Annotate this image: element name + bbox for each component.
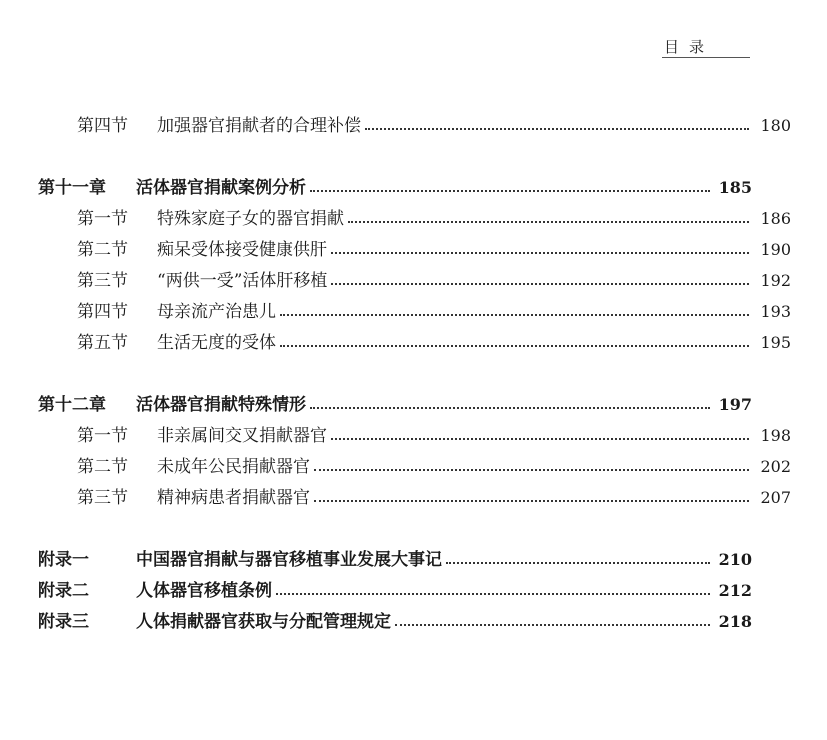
- toc-chapter-entry[interactable]: [0, 393, 788, 417]
- toc-entry-title: 未成年公民捐献器官: [157, 457, 310, 477]
- dot-leader: [348, 207, 749, 231]
- toc-entry-number: 第一节: [77, 426, 128, 446]
- toc-entry[interactable]: [0, 269, 827, 293]
- dot-leader: [365, 114, 749, 138]
- toc-appendix-entry[interactable]: [0, 548, 788, 572]
- toc-entry-title: 母亲流产治患儿: [157, 302, 276, 322]
- toc-entry-page: 210: [718, 550, 752, 569]
- toc-entry-page: 198: [760, 426, 791, 445]
- toc-entry-title: 精神病患者捐献器官: [157, 488, 310, 508]
- dot-leader: [310, 393, 710, 417]
- toc-entry-number: 第二节: [77, 240, 128, 260]
- toc-chapter-entry[interactable]: [0, 176, 788, 200]
- toc-entry-title: 人体器官移植条例: [136, 581, 272, 601]
- toc-entry[interactable]: [0, 424, 827, 448]
- dot-leader: [395, 610, 710, 634]
- toc-entry-number: 附录三: [38, 612, 89, 632]
- toc-entry[interactable]: [0, 455, 827, 479]
- toc-entry-page: 202: [760, 457, 791, 476]
- toc-entry-number: 附录二: [38, 581, 89, 601]
- toc-entry-number: 附录一: [38, 550, 89, 570]
- toc-entry-number: 第三节: [77, 488, 128, 508]
- toc-entry[interactable]: [0, 114, 827, 138]
- toc-entry-page: 197: [718, 395, 752, 414]
- toc-entry[interactable]: [0, 238, 827, 262]
- dot-leader: [331, 424, 749, 448]
- toc-entry-page: 192: [760, 271, 791, 290]
- toc-entry[interactable]: [0, 207, 827, 231]
- toc-entry-number: 第一节: [77, 209, 128, 229]
- dot-leader: [276, 579, 710, 603]
- toc-entry-number: 第五节: [77, 333, 128, 353]
- toc-entry-page: 186: [760, 209, 791, 228]
- toc-entry-title: “两供一受”活体肝移植: [157, 271, 328, 291]
- toc-entry-page: 193: [760, 302, 791, 321]
- header-rule: [662, 57, 750, 58]
- toc-entry-page: 218: [718, 612, 752, 631]
- toc-entry-page: 185: [718, 178, 752, 197]
- dot-leader: [331, 238, 749, 262]
- toc-entry-title: 加强器官捐献者的合理补偿: [157, 116, 361, 136]
- toc-entry-page: 212: [718, 581, 752, 600]
- toc-entry-title: 非亲属间交叉捐献器官: [157, 426, 327, 446]
- toc-entry-title: 活体器官捐献案例分析: [136, 178, 306, 198]
- toc-entry-number: 第三节: [77, 271, 128, 291]
- toc-entry-number: 第四节: [77, 116, 128, 136]
- toc-entry-title: 人体捐献器官获取与分配管理规定: [136, 612, 391, 632]
- toc-entry-number: 第四节: [77, 302, 128, 322]
- toc-entry-number: 第十二章: [38, 395, 106, 415]
- toc-entry-number: 第十一章: [38, 178, 106, 198]
- running-header-title: 目录: [664, 38, 715, 56]
- dot-leader: [280, 331, 749, 355]
- toc-entry-title: 痴呆受体接受健康供肝: [157, 240, 327, 260]
- dot-leader: [280, 300, 749, 324]
- toc-entry-page: 190: [760, 240, 791, 259]
- toc-entry[interactable]: [0, 300, 827, 324]
- dot-leader: [331, 269, 749, 293]
- toc-entry-title: 中国器官捐献与器官移植事业发展大事记: [136, 550, 442, 570]
- toc-entry-page: 195: [760, 333, 791, 352]
- toc-entry-title: 特殊家庭子女的器官捐献: [157, 209, 344, 229]
- toc-entry-title: 活体器官捐献特殊情形: [136, 395, 306, 415]
- toc-appendix-entry[interactable]: [0, 610, 788, 634]
- toc-entry-number: 第二节: [77, 457, 128, 477]
- toc-appendix-entry[interactable]: [0, 579, 788, 603]
- dot-leader: [314, 486, 749, 510]
- toc-entry-page: 180: [760, 116, 791, 135]
- toc-entry-page: 207: [760, 488, 791, 507]
- toc-entry[interactable]: [0, 331, 827, 355]
- dot-leader: [314, 455, 749, 479]
- dot-leader: [446, 548, 710, 572]
- toc-entry-title: 生活无度的受体: [157, 333, 276, 353]
- dot-leader: [310, 176, 710, 200]
- toc-entry[interactable]: [0, 486, 827, 510]
